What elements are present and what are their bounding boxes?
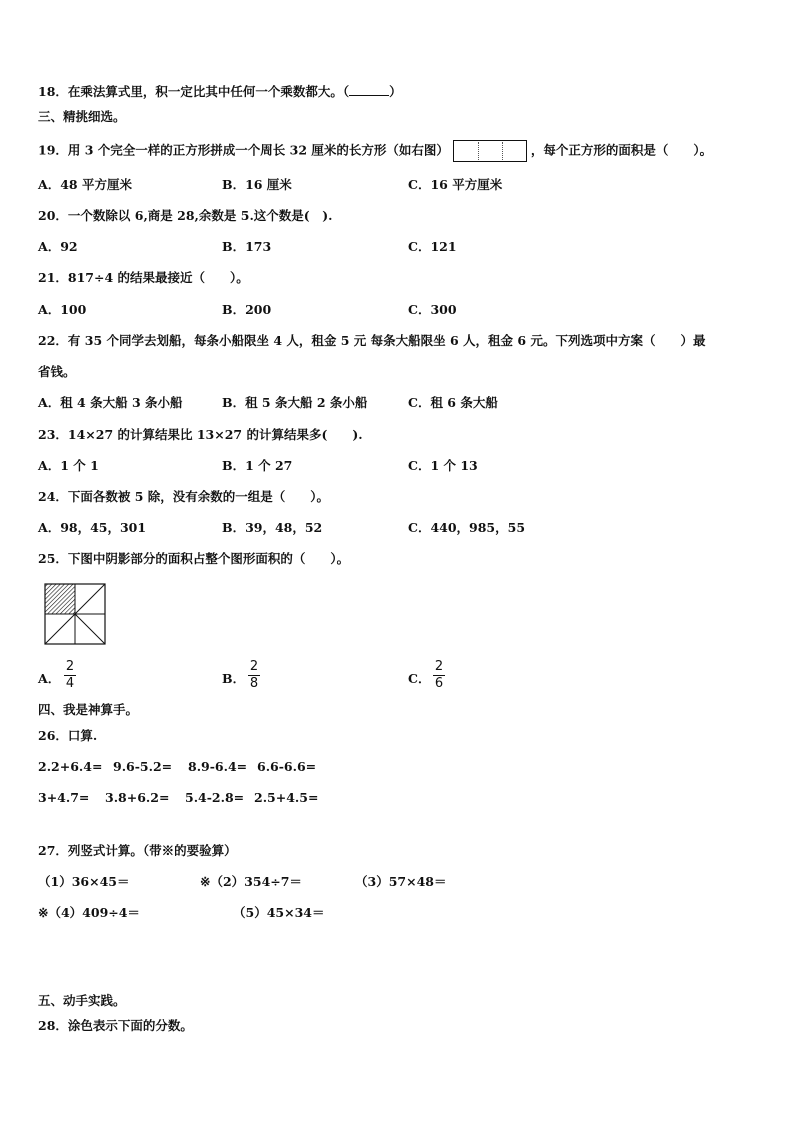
- calc-item: 8.9-6.4=: [188, 759, 248, 774]
- q25-option-a-letter[interactable]: A．: [38, 671, 61, 686]
- q19-option-c[interactable]: C．16 平方厘米: [408, 177, 503, 192]
- vertical-calc-item: （3）57×48＝: [355, 874, 447, 889]
- q23-option-a[interactable]: A．1 个 1: [38, 458, 99, 473]
- q21-option-c[interactable]: C．300: [408, 302, 457, 317]
- question-19-text-after: ，每个正方形的面积是（ ）。: [530, 142, 713, 158]
- question-22-line1: 22．有 35 个同学去划船，每条小船限坐 4 人，租金 5 元 每条大船限坐 6 人，租金 6 元。下列选项中方案（ ）最: [38, 333, 706, 348]
- vertical-calc-item: （1）36×45＝: [38, 874, 130, 889]
- q21-option-a[interactable]: A．100: [38, 302, 87, 317]
- square-figure: [44, 583, 106, 645]
- denominator: 8: [249, 676, 259, 691]
- section-4-heading: 四、我是神算手。: [38, 702, 139, 717]
- rectangle-figure: [453, 140, 527, 162]
- numerator: 2: [249, 659, 259, 674]
- calc-item: 5.4-2.8=: [185, 790, 245, 805]
- answer-blank[interactable]: [349, 83, 389, 96]
- calc-item: 9.6-5.2=: [113, 759, 173, 774]
- q20-option-a[interactable]: A．92: [38, 239, 78, 254]
- q22-option-b[interactable]: B．租 5 条大船 2 条小船: [222, 395, 368, 410]
- q22-option-a[interactable]: A．租 4 条大船 3 条小船: [38, 395, 183, 410]
- calc-item: 2.5+4.5=: [254, 790, 319, 805]
- question-18-close: ）: [389, 84, 402, 99]
- calc-item: 6.6-6.6=: [257, 759, 317, 774]
- q25-option-a-fraction[interactable]: [64, 660, 76, 691]
- shaded-region: [45, 584, 75, 614]
- q20-option-b[interactable]: B．173: [222, 239, 272, 254]
- question-22-line2: 省钱。: [38, 364, 76, 379]
- q25-option-b-fraction[interactable]: [248, 660, 260, 691]
- section-3-heading: 三、精挑细选。: [38, 109, 126, 124]
- q21-option-b[interactable]: B．200: [222, 302, 272, 317]
- question-26: 26．口算.: [38, 728, 98, 743]
- question-20: 20．一个数除以 6,商是 28,余数是 5.这个数是( ).: [38, 208, 333, 223]
- q23-option-b[interactable]: B．1 个 27: [222, 458, 293, 473]
- calc-item: 3.8+6.2=: [105, 790, 170, 805]
- question-24: 24．下面各数被 5 除，没有余数的一组是（ ）。: [38, 489, 330, 504]
- question-18-text: 18．在乘法算式里，积一定比其中任何一个乘数都大。（: [38, 84, 350, 99]
- q25-option-c-fraction[interactable]: [433, 660, 445, 691]
- q25-option-b-letter[interactable]: B．: [222, 671, 246, 686]
- q25-option-c-letter[interactable]: C．: [408, 671, 431, 686]
- q24-option-c[interactable]: C．440，985，55: [408, 520, 526, 535]
- denominator: 6: [434, 676, 444, 691]
- vertical-calc-item: ※（4）409÷4＝: [38, 905, 140, 920]
- numerator: 2: [434, 659, 444, 674]
- vertical-calc-item: ※（2）354÷7＝: [200, 874, 302, 889]
- q19-option-b[interactable]: B．16 厘米: [222, 177, 292, 192]
- question-25: 25．下图中阴影部分的面积占整个图形面积的（ ）。: [38, 551, 350, 566]
- question-28: 28．涂色表示下面的分数。: [38, 1018, 193, 1033]
- q22-option-c[interactable]: C．租 6 条大船: [408, 395, 498, 410]
- vertical-calc-item: （5）45×34＝: [233, 905, 325, 920]
- section-5-heading: 五、动手实践。: [38, 993, 126, 1008]
- q19-option-a[interactable]: A．48 平方厘米: [38, 177, 132, 192]
- question-18: [38, 83, 402, 100]
- question-27: 27．列竖式计算。（带※的要验算）: [38, 843, 237, 858]
- calc-item: 3+4.7=: [38, 790, 90, 805]
- numerator: 2: [65, 659, 75, 674]
- question-19-text-before: 19．用 3 个完全一样的正方形拼成一个周长 32 厘米的长方形（如右图）: [38, 142, 449, 158]
- calc-item: 2.2+6.4=: [38, 759, 103, 774]
- denominator: 4: [65, 676, 75, 691]
- q24-option-a[interactable]: A．98，45，301: [38, 520, 147, 535]
- question-19: [38, 140, 712, 162]
- q23-option-c[interactable]: C．1 个 13: [408, 458, 478, 473]
- q24-option-b[interactable]: B．39，48，52: [222, 520, 323, 535]
- q20-option-c[interactable]: C．121: [408, 239, 457, 254]
- question-21: 21．817÷4 的结果最接近（ ）。: [38, 270, 249, 285]
- question-23: 23．14×27 的计算结果比 13×27 的计算结果多( ).: [38, 427, 363, 442]
